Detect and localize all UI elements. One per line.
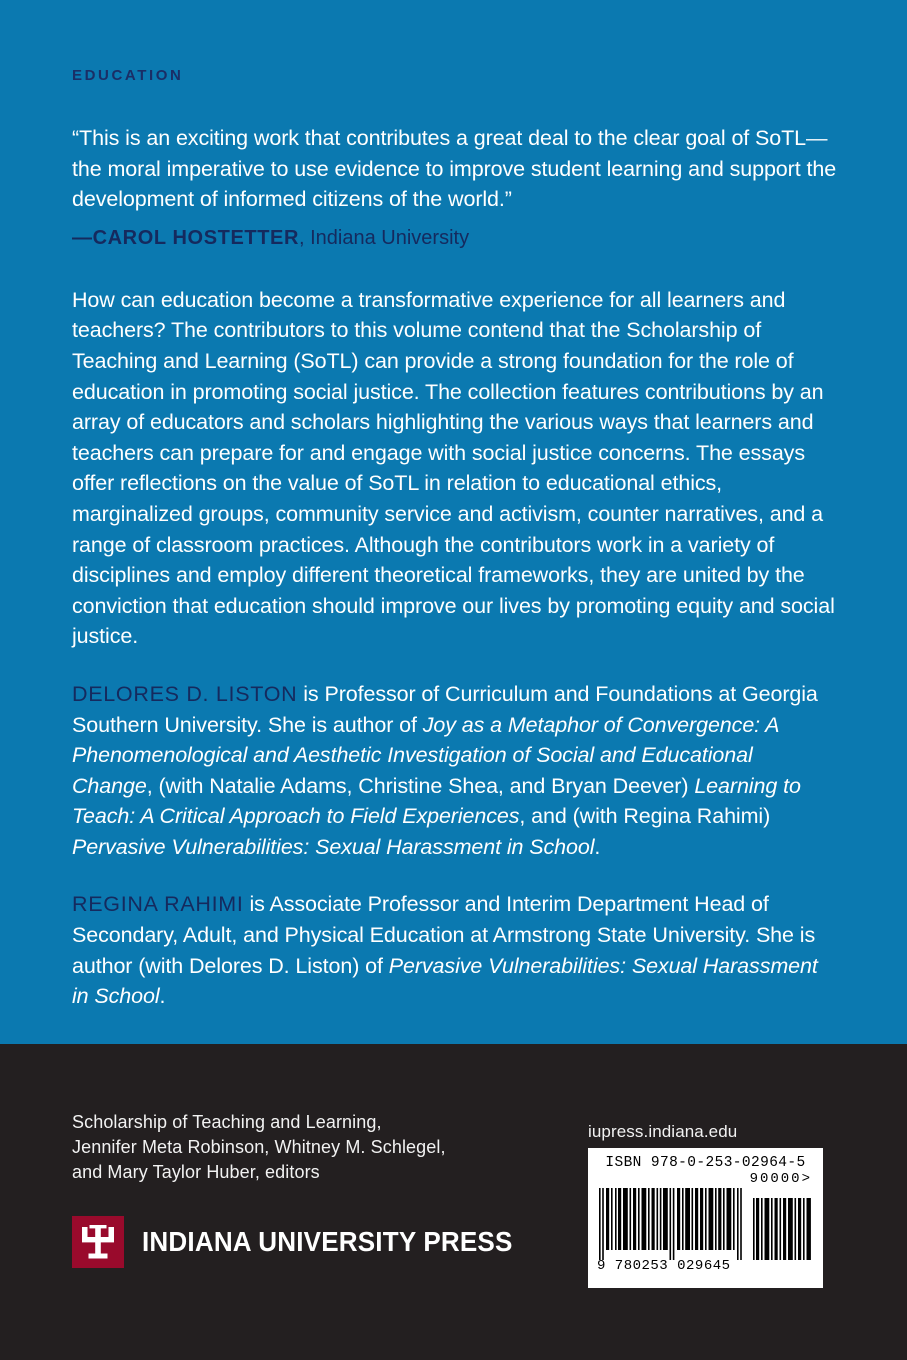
review-attribution bbox=[72, 225, 838, 252]
bio-text: is Professor of Curriculum and Foundations at Georgia Southern University. She is author of bbox=[72, 681, 818, 737]
barcode-bars-row bbox=[597, 1188, 814, 1260]
attribution-affiliation: , Indiana University bbox=[299, 226, 470, 249]
isbn-barcode bbox=[588, 1148, 823, 1288]
series-line: Scholarship of Teaching and Learning, bbox=[72, 1112, 382, 1132]
series-line: Jennifer Meta Robinson, Whitney M. Schlegel, bbox=[72, 1137, 446, 1157]
bio-text: is Associate Professor and Interim Department Head of Secondary, Adult, and Physical Education at Armstrong State University. She is author (with Delores D. Liston) of bbox=[72, 892, 816, 978]
book-title-pervasive-vulnerabilities: Pervasive Vulnerabilities: Sexual Harassment in School bbox=[72, 834, 595, 859]
ean5-addon-bars bbox=[752, 1198, 812, 1260]
bio-text: . bbox=[594, 834, 601, 859]
attribution-name: —CAROL HOSTETTER bbox=[72, 226, 300, 249]
iu-trident-logo-icon bbox=[72, 1216, 124, 1268]
publisher-url: iupress.indiana.edu bbox=[588, 1122, 738, 1141]
author-name-rahimi: REGINA RAHIMI bbox=[72, 892, 244, 917]
cover-content bbox=[72, 68, 838, 1012]
bio-text: , (with Natalie Adams, Christine Shea, and Bryan Deever) bbox=[146, 773, 695, 798]
book-description: How can education become a transformative experience for all learners and teachers? The contributors to this volume contend that the Scholarship of Teaching and Learning (SoTL) can provide a strong foundation for the role of education in promoting social justice. The collection features contributions by an array of educators and scholars highlighting the various ways that learners and teachers can prepare for and engage with social justice concerns. The essays offer reflections on the value of SoTL in relation to educational ethics, marginalized groups, community service and activism, counter narratives, and a range of classroom practices. Although the contributors work in a variety of disciplines and employ different theoretical frameworks, they are united by the conviction that education should improve our lives by promoting equity and social justice. bbox=[72, 287, 835, 649]
price-code: 90000> bbox=[749, 1171, 812, 1187]
publisher-imprint bbox=[72, 1216, 540, 1268]
category-label: EDUCATION bbox=[72, 67, 184, 84]
isbn-number: ISBN 978-0-253-02964-5 bbox=[605, 1155, 806, 1171]
author-bio-rahimi bbox=[72, 889, 838, 1011]
ean-digits: 9 780253 029645 bbox=[597, 1258, 731, 1274]
author-bio-liston bbox=[72, 679, 838, 863]
book-title-pervasive-vulnerabilities: Pervasive Vulnerabilities: Sexual Harassment in School bbox=[72, 953, 818, 1009]
book-title-joy: Joy as a Metaphor of Convergence: A Phenomenological and Aesthetic Investigation of Social and Educational Change bbox=[72, 712, 779, 798]
series-info bbox=[72, 1110, 502, 1185]
ean13-bars bbox=[597, 1188, 743, 1260]
author-name-liston: DELORES D. LISTON bbox=[72, 681, 298, 706]
bio-text: , and (with Regina Rahimi) bbox=[519, 804, 771, 829]
bio-text: . bbox=[159, 984, 166, 1009]
book-title-learning-to-teach: Learning to Teach: A Critical Approach to Field Experiences bbox=[72, 773, 801, 829]
review-quote: “This is an exciting work that contributes a great deal to the clear goal of SoTL—the moral imperative to use evidence to improve student learning and support the development of informed citizens of the world.” bbox=[72, 126, 837, 212]
series-line: and Mary Taylor Huber, editors bbox=[72, 1162, 320, 1182]
publisher-name: INDIANA UNIVERSITY PRESS bbox=[142, 1226, 513, 1257]
